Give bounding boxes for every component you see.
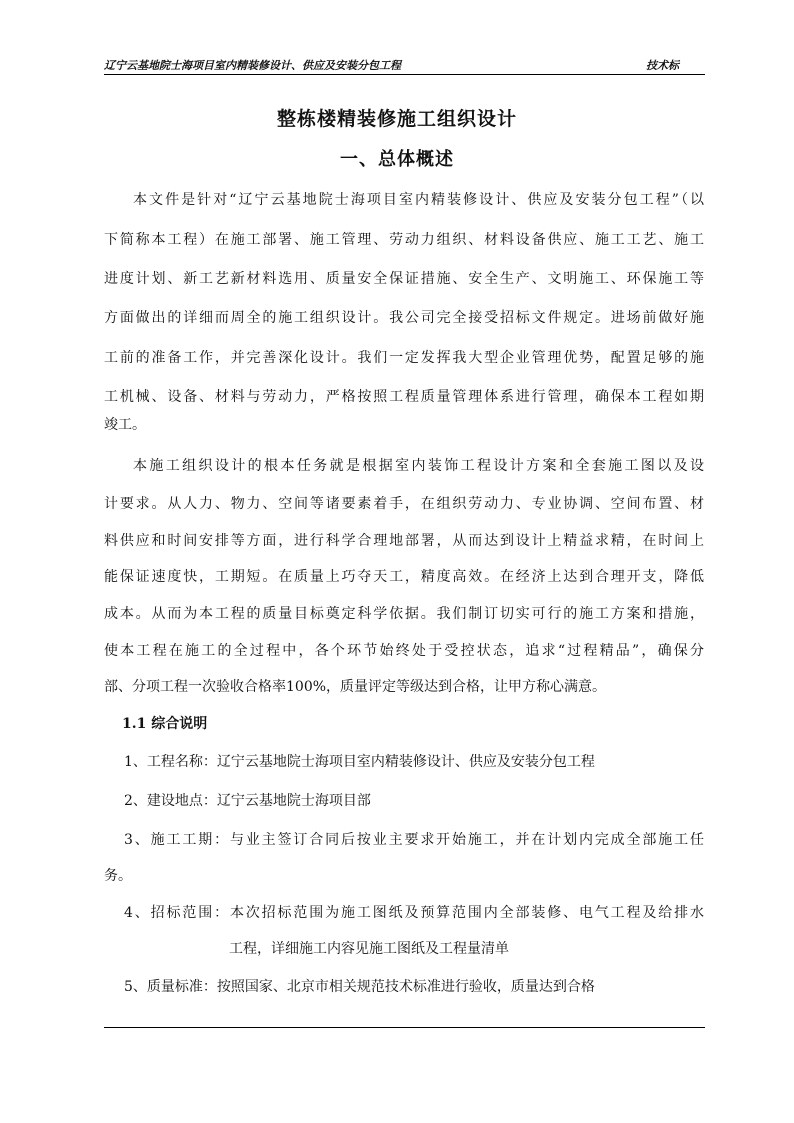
paragraph-1-line: 方面做出的详细而周全的施工组织设计。我公司完全接受招标文件规定。进场前做好施 xyxy=(104,310,704,326)
paragraph-2-line: 成本。从而为本工程的质量目标奠定科学依据。我们制订切实可行的施工方案和措施， xyxy=(104,606,704,622)
paragraph-2-line: 计要求。从人力、物力、空间等诸要素着手，在组织劳动力、专业协调、空间布置、材 xyxy=(104,496,704,512)
header-divider xyxy=(104,74,705,75)
paragraph-2-line: 料供应和时间安排等方面，进行科学合理地部署，从而达到设计上精益求精，在时间上 xyxy=(104,533,704,549)
paragraph-1-line: 本文件是针对“辽宁云基地院士海项目室内精装修设计、供应及安装分包工程”（以 xyxy=(133,192,704,208)
section-heading: 一、总体概述 xyxy=(340,149,454,170)
paragraph-2-line: 使本工程在施工的全过程中，各个环节始终处于受控状态，追求“过程精品”，确保分 xyxy=(104,643,704,659)
paragraph-1-line: 竣工。 xyxy=(104,417,146,433)
paragraph-1-line: 进度计划、新工艺新材料选用、质量安全保证措施、安全生产、文明施工、环保施工等 xyxy=(104,271,704,287)
list-item: 5、质量标准：按照国家、北京市相关规范技术标准进行验收，质量达到合格 xyxy=(124,979,595,995)
paragraph-1-line: 工机械、设备、材料与劳动力，严格按照工程质量管理体系进行管理，确保本工程如期 xyxy=(104,389,704,405)
list-item: 3、施工工期：与业主签订合同后按业主要求开始施工，并在计划内完成全部施工任 xyxy=(124,832,704,848)
page-header xyxy=(104,56,705,76)
paragraph-1-line: 下简称本工程）在施工部署、施工管理、劳动力组织、材料设备供应、施工工艺、施工 xyxy=(104,232,704,248)
header-project-name: 辽宁云基地院士海项目室内精装修设计、供应及安装分包工程 xyxy=(104,59,401,72)
paragraph-2-line: 本施工组织设计的根本任务就是根据室内装饰工程设计方案和全套施工图以及设 xyxy=(133,458,704,474)
subsection-heading: 1.1 综合说明 xyxy=(122,716,208,732)
list-item: 4、招标范围：本次招标范围为施工图纸及预算范围内全部装修、电气工程及给排水 xyxy=(124,905,704,921)
paragraph-1-line: 工前的准备工作，并完善深化设计。我们一定发挥我大型企业管理优势，配置足够的施 xyxy=(104,350,704,366)
paragraph-2-line: 能保证速度快，工期短。在质量上巧夺天工，精度高效。在经济上达到合理开支，降低 xyxy=(104,569,704,585)
document-title: 整栋楼精装修施工组织设计 xyxy=(276,108,517,130)
list-item: 1、工程名称：辽宁云基地院士海项目室内精装修设计、供应及安装分包工程 xyxy=(124,754,595,770)
header-doc-type: 技术标 xyxy=(646,59,679,72)
paragraph-2-line: 部、分项工程一次验收合格率100%，质量评定等级达到合格，让甲方称心满意。 xyxy=(104,679,607,695)
footer-divider xyxy=(104,1027,705,1028)
list-item: 2、建设地点：辽宁云基地院士海项目部 xyxy=(124,793,371,809)
list-item-continuation: 务。 xyxy=(104,868,132,884)
list-item-continuation: 工程，详细施工内容见施工图纸及工程量清单 xyxy=(229,941,509,957)
